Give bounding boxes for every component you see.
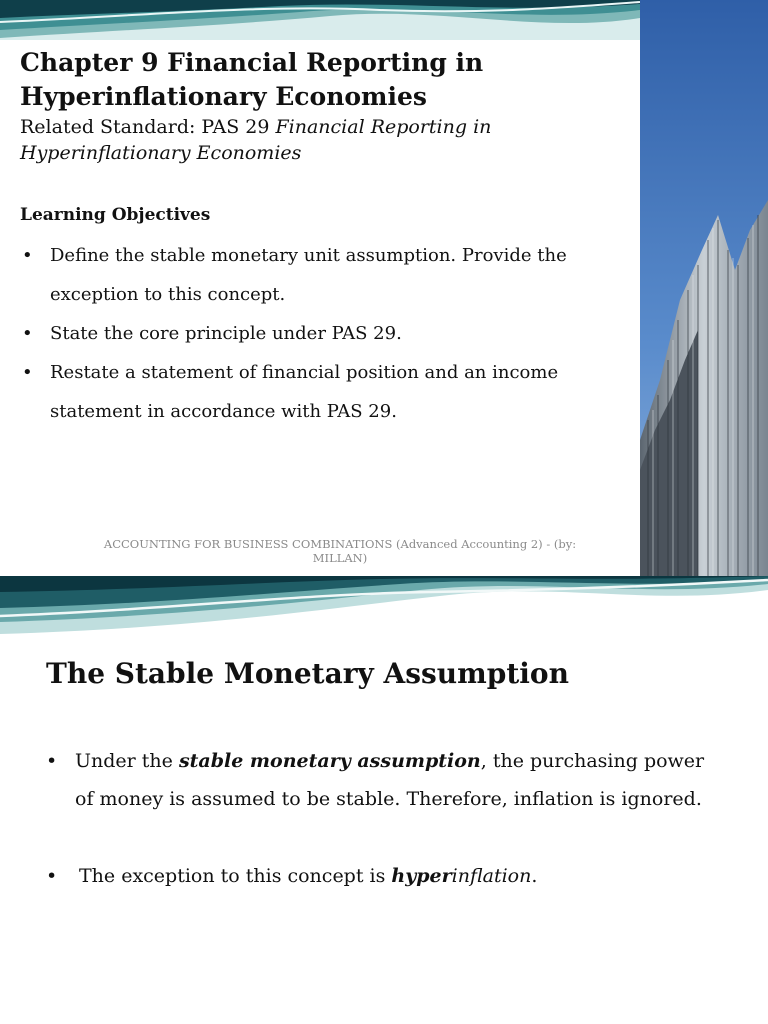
wave-banner-top: [0, 0, 640, 40]
bullet-icon: •: [46, 865, 58, 887]
emphasis-term: hyper: [391, 865, 452, 887]
list-item: [20, 314, 610, 353]
bullet-icon: •: [22, 245, 33, 266]
slide-2-title: The Stable Monetary Assumption: [46, 657, 569, 690]
slide-2: [0, 576, 768, 1024]
slide-footer: ACCOUNTING FOR BUSINESS COMBINATIONS (Advanced Accounting 2) - (by: MILLAN): [103, 537, 577, 565]
bullet-suffix: .: [531, 865, 538, 887]
list-item: [20, 353, 610, 431]
related-standard: [20, 114, 620, 166]
related-standard-title: Financial Reporting in Hyperinflationary Economies: [20, 116, 492, 164]
list-item: [46, 857, 726, 895]
objective-text: Restate a statement of financial position and an income statement in accordance with PAS 29.: [50, 362, 559, 422]
bullet-icon: •: [46, 750, 58, 772]
objective-text: Define the stable monetary unit assumption. Provide the exception to this concept.: [50, 245, 567, 305]
related-standard-prefix: Related Standard: PAS 29: [20, 116, 276, 138]
slide-1-title: Chapter 9 Financial Reporting in Hyperinflationary Economies: [20, 48, 484, 111]
wave-banner: [0, 576, 768, 638]
objective-text: State the core principle under PAS 29.: [50, 323, 402, 344]
bullet-icon: •: [22, 362, 33, 383]
bullet-prefix: Under the: [75, 750, 179, 772]
list-item: [20, 236, 610, 314]
italic-term: inflation: [451, 865, 532, 887]
bullet-icon: •: [22, 323, 33, 344]
list-item: [46, 742, 726, 818]
learning-objectives-heading: Learning Objectives: [20, 205, 211, 225]
emphasis-term: stable monetary assumption: [178, 750, 481, 772]
bullet-prefix: The exception to this concept is: [79, 865, 392, 887]
learning-objectives-list: [20, 236, 610, 431]
bullet-suffix: , the purchasing power of money is assumed to be stable. Therefore, inflation is ignored.: [75, 750, 705, 810]
slide-2-bullet-list: [46, 742, 726, 895]
building-photo: [640, 0, 768, 576]
